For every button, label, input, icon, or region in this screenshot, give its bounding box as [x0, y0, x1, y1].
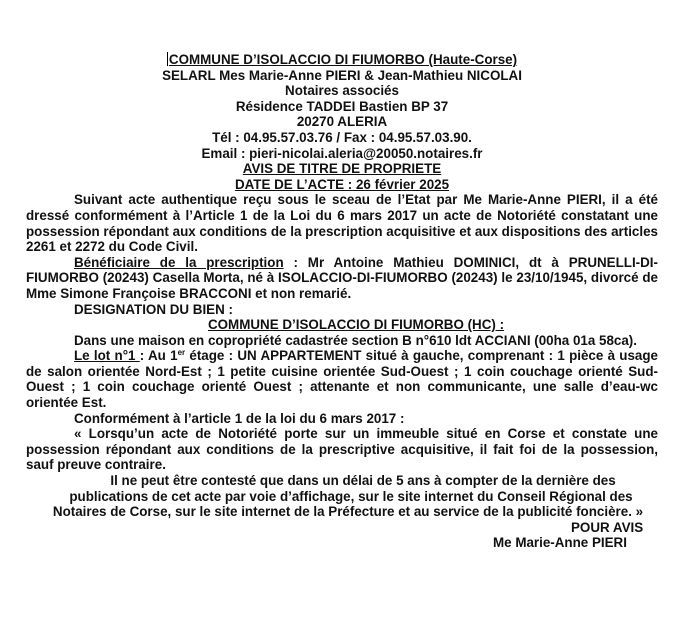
header-role: Notaires associés [285, 83, 399, 99]
lot-paragraph [26, 348, 658, 410]
header-address: Résidence TADDEI Bastien BP 37 [235, 98, 449, 114]
beneficiary-separator: : [283, 254, 308, 270]
text-cursor [167, 52, 168, 66]
beneficiary-text: Mr Antoine Mathieu DOMINICI, dt à PRUNELLI-DI-FIUMORBO (20243) Casella Morta, né à ISOLACCIO-DI-FIUMORBO (20243) le 23/10/1945, divorcé de Mme Simone Françoise BRACCONI et non remarié. [26, 254, 658, 301]
beneficiary-label: Bénéficiaire de la prescription [74, 254, 284, 270]
legal-notice-document [26, 52, 658, 551]
beneficiary-paragraph [26, 255, 658, 302]
signature: Me Marie-Anne PIERI [493, 535, 627, 551]
lot-floor-sup: er [177, 348, 186, 358]
contest-line-2: publications de cet acte par voie d’affichage, sur le site internet du Conseil Régional des [69, 488, 633, 504]
contest-line-1: Il ne peut être contesté que dans un délai de 5 ans à compter de la dernière des [110, 473, 616, 489]
notice-title: AVIS DE TITRE DE PROPRIETE [242, 161, 442, 177]
pour-avis: POUR AVIS [571, 519, 644, 535]
header-firm: SELARL Mes Marie-Anne PIERI & Jean-Mathieu NICOLAI [162, 67, 522, 83]
contest-line-3: Notaires de Corse, sur le site internet de la Préfecture et au service de la publicité foncière. » [52, 504, 644, 520]
header-email: Email : pieri-nicolai.aleria@20050.notaires.fr [201, 145, 483, 161]
designation-commune: COMMUNE D’ISOLACCIO DI FIUMORBO (HC) : [207, 317, 505, 333]
lot-intro: : Au 1 [139, 348, 178, 364]
deed-date: DATE DE L’ACTE : 26 février 2025 [234, 176, 450, 192]
header-commune: COMMUNE D’ISOLACCIO DI FIUMORBO (Haute-Corse) [168, 52, 518, 67]
header-commune-line [26, 52, 658, 68]
intro-paragraph: Suivant acte authentique reçu sous le sceau de l’Etat par Me Marie-Anne PIERI, il a été dressé conformément à l’Article 1 de la Loi du 6 mars 2017 un acte de Notoriété constatant une possession répondant aux conditions de la prescription acquisitive et aux dispositions des articles 2261 et 2272 du Code Civil. [26, 192, 658, 255]
header-phone-fax: Tél : 04.95.57.03.76 / Fax : 04.95.57.03.90. [212, 129, 472, 145]
conformity-line: Conformément à l’article 1 de la loi du 6 mars 2017 : [74, 410, 405, 426]
lot-label: Le lot n°1 [74, 348, 140, 364]
header-city: 20270 ALERIA [296, 114, 388, 130]
quote-paragraph: « Lorsqu’un acte de Notoriété porte sur un immeuble situé en Corse et constate une possession répondant aux conditions de la prescriptive acquisitive, il fait foi de la possession, sauf preuve contraire. [26, 426, 658, 473]
property-description: Dans une maison en copropriété cadastrée section B n°610 ldt ACCIANI (00ha 01a 58ca). [74, 332, 637, 348]
lot-text: étage : UN APPARTEMENT situé à gauche, comprenant : 1 pièce à usage de salon orientée Nord-Est ; 1 petite cuisine orientée Sud-Ouest ; 1 coin couchage orienté Sud-Ouest ; 1 coin couchage orienté Ouest ; attenante et non communicante, une salle d’eau-wc orientée Est. [26, 348, 658, 411]
designation-heading: DESIGNATION DU BIEN : [74, 301, 233, 317]
